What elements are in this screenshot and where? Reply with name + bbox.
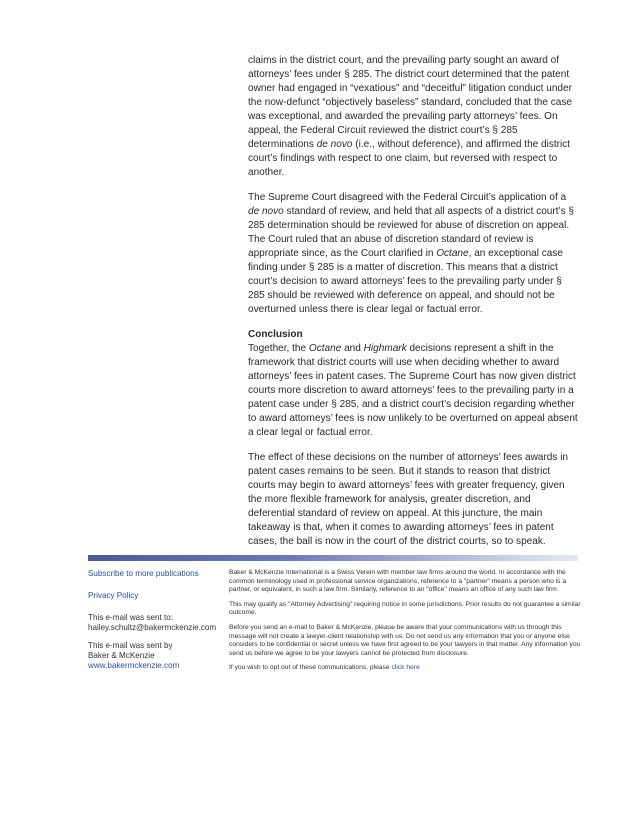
italic-term: de novo — [316, 139, 353, 150]
website-link[interactable]: www.bakermckenzie.com — [88, 661, 180, 670]
article-paragraph-4: The effect of these decisions on the number of attorneys’ fees awards in patent cases remains to be seen. But it stands to reason that district courts may begin to award attorneys’ fees with greater frequency, given the more flexible framework for analysis, greater discretion, and deferential standard of review on appeal. At this juncture, the main takeaway is that, when it comes to awarding attorneys’ fees in patent cases, the ball is now in the court of the district courts, so to speak. — [248, 452, 569, 547]
optout-paragraph — [229, 664, 581, 673]
italic-term: de novo — [248, 206, 284, 217]
footer-left-column — [88, 569, 228, 679]
italic-term: Octane — [308, 343, 342, 354]
paragraph-text: decisions represent a shift in the framework that district courts will use when deciding whether to award attorneys’ fees in patent cases. The Supreme Court has now given district courts more discretion to award attorneys’ fees to the prevailing party in a patent case under § 285, and a district court’s decision regarding whether to award attorneys’ fees is now unlikely to be overturned on appeal absent a clear legal or factual error. — [248, 343, 578, 438]
subscribe-link[interactable]: Subscribe to more publications — [88, 569, 199, 578]
sent-by-block — [88, 641, 228, 671]
paragraph-text: standard of review, and held that all aspects of a district court’s § 285 determination should be reviewed for abuse of discretion on appeal. The Court ruled that an abuse of discretion standard of review is appropriate since, as the Court clarified in — [248, 206, 574, 259]
footer-divider — [88, 555, 578, 561]
article-body — [248, 54, 578, 560]
paragraph-text: and — [341, 343, 364, 354]
italic-term: Octane — [436, 248, 469, 259]
section-heading: Conclusion — [248, 329, 303, 340]
sent-by-name: Baker & McKenzie — [88, 651, 155, 660]
privacy-policy-link[interactable]: Privacy Policy — [88, 591, 139, 600]
paragraph-text: (i.e., without deference), and affirmed the district court’s findings with respect to one claim, but reversed with respect to another. — [248, 139, 571, 178]
paragraph-text: Together, the — [248, 343, 309, 354]
sent-to-email: hailey.schultz@bakermckenzie.com — [88, 623, 217, 632]
article-paragraph-3 — [248, 328, 578, 440]
paragraph-text: claims in the district court, and the prevailing party sought an award of attorneys’ fees under § 285. The district court determined that the patent owner had engaged in “vexatious” and “deceitful” litigation conduct under the now-defunct “objectively baseless” standard, concluded that the case was exceptional, and awarded the prevailing party attorneys’ fees. On appeal, the Federal Circuit reviewed the district court’s § 285 determinations — [248, 55, 572, 150]
sent-to-label: This e-mail was sent to: — [88, 613, 174, 622]
legal-paragraph-1: Baker & McKenzie International is a Swiss Verein with member law firms around the world. In accordance with the common terminology used in professional service organizations, reference to a "partner" means a person who is a partner, or equivalent, in such a law firm. Similarly, reference to an "office" means an office of any such law firm. — [229, 569, 567, 594]
paragraph-text: , an exceptional case finding under § 285 is a matter of discretion. This means that a district court’s decision to award attorneys’ fees to the prevailing party under § 285 should be reviewed with deference on appeal, and should not be overturned unless there is clear legal or factual error. — [248, 248, 564, 315]
optout-text: If you wish to opt out of these communications, please — [229, 664, 392, 672]
article-paragraph-2 — [248, 191, 578, 317]
optout-link[interactable]: click here — [391, 664, 420, 672]
sent-by-label: This e-mail was sent by — [88, 641, 173, 650]
legal-paragraph-3: Before you send an e-mail to Baker & McKenzie, please be aware that your communications with us through this message will not create a lawyer-client relationship with us. Do not send us any information that you or anyone else considers to be confidential or secret unless we have first agreed to be your lawyers in that matter. Any information you send us before we agree to be your lawyers cannot be protected from disclosure. — [229, 623, 581, 657]
sent-to-block — [88, 613, 228, 633]
legal-paragraph-2: This may qualify as "Attorney Advertising" requiring notice in some jurisdictions. Prior results do not guarantee a similar outcome. — [229, 600, 581, 617]
paragraph-text: The Supreme Court disagreed with the Federal Circuit’s application of a — [248, 192, 567, 203]
article-paragraph-1 — [248, 54, 578, 180]
italic-term: Highmark — [363, 343, 407, 354]
footer-legal-column — [229, 569, 581, 679]
